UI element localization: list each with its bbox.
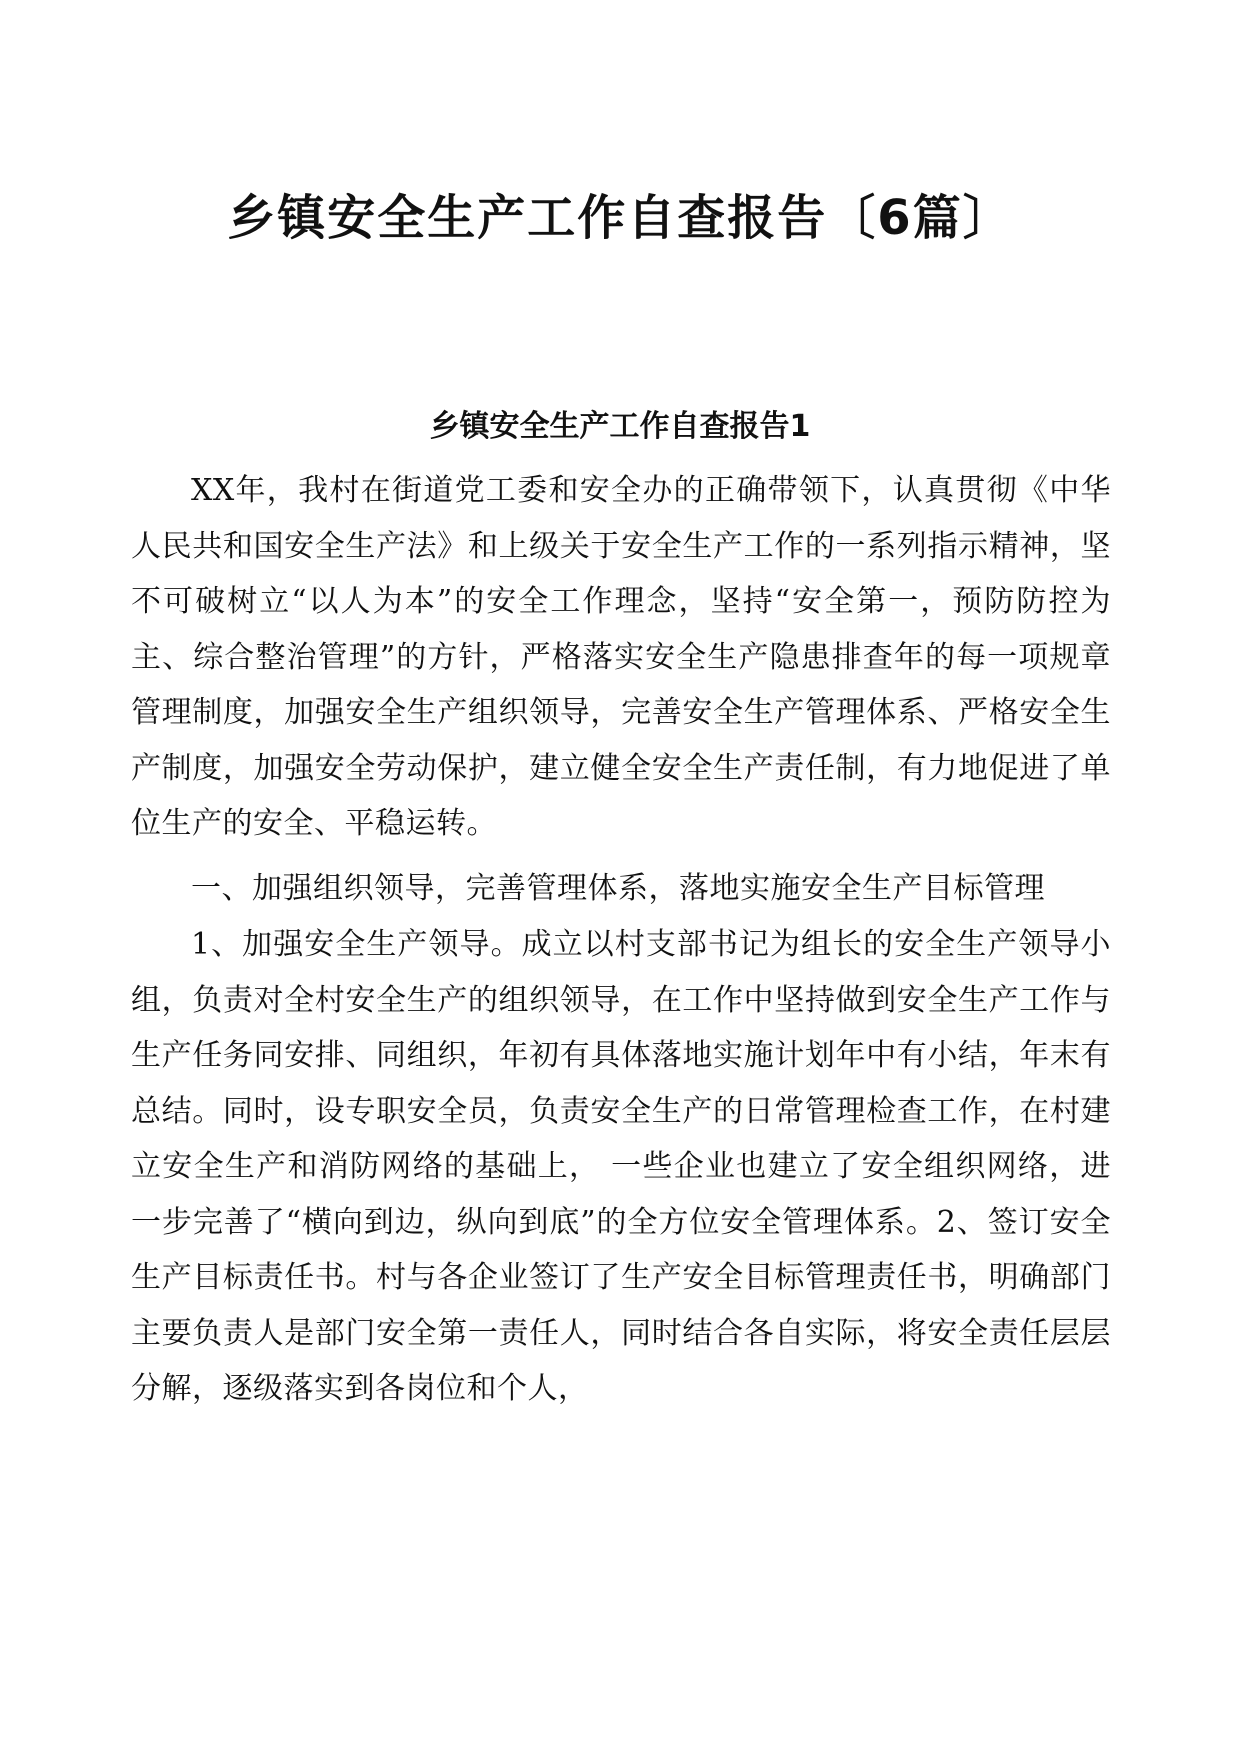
intro-paragraph: XX年，我村在街道党工委和安全办的正确带领下，认真贯彻《中华人民共和国安全生产法》和上级关于安全生产工作的一系列指示精神，坚不可破树立“以人为本”的安全工作理念，坚持“安全第一，预防防控为主、综合整治管理”的方针，严格落实安全生产隐患排查年的每一项规章管理制度，加强安全生产组织领导，完善安全生产管理体系、严格安全生产制度，加强安全劳动保护，建立健全安全生产责任制，有力地促进了单位生产的安全、平稳运转。: [131, 473, 1111, 841]
item-one-paragraph: 1、加强安全生产领导。成立以村支部书记为组长的安全生产领导小组，负责对全村安全生产的组织领导，在工作中坚持做到安全生产工作与生产任务同安排、同组织，年初有具体落地实施计划年中有小结，年末有总结。同时，设专职安全员，负责安全生产的日常管理检查工作，在村建立安全生产和消防网络的基础上， 一些企业也建立了安全组织网络，进一步完善了“横向到边，纵向到底”的全方位安全管理体系。2、签订安全生产目标责任书。村与各企业签订了生产安全目标管理责任书，明确部门主要负责人是部门安全第一责任人，同时结合各自实际，将安全责任层层分解，逐级落实到各岗位和个人，: [131, 927, 1111, 1406]
section-title: 乡镇安全生产工作自查报告1: [429, 409, 811, 444]
section-heading-one: 一、加强组织领导，完善管理体系，落地实施安全生产目标管理: [191, 871, 1045, 906]
document-title: 乡镇安全生产工作自查报告〔6篇〕: [227, 190, 1013, 246]
